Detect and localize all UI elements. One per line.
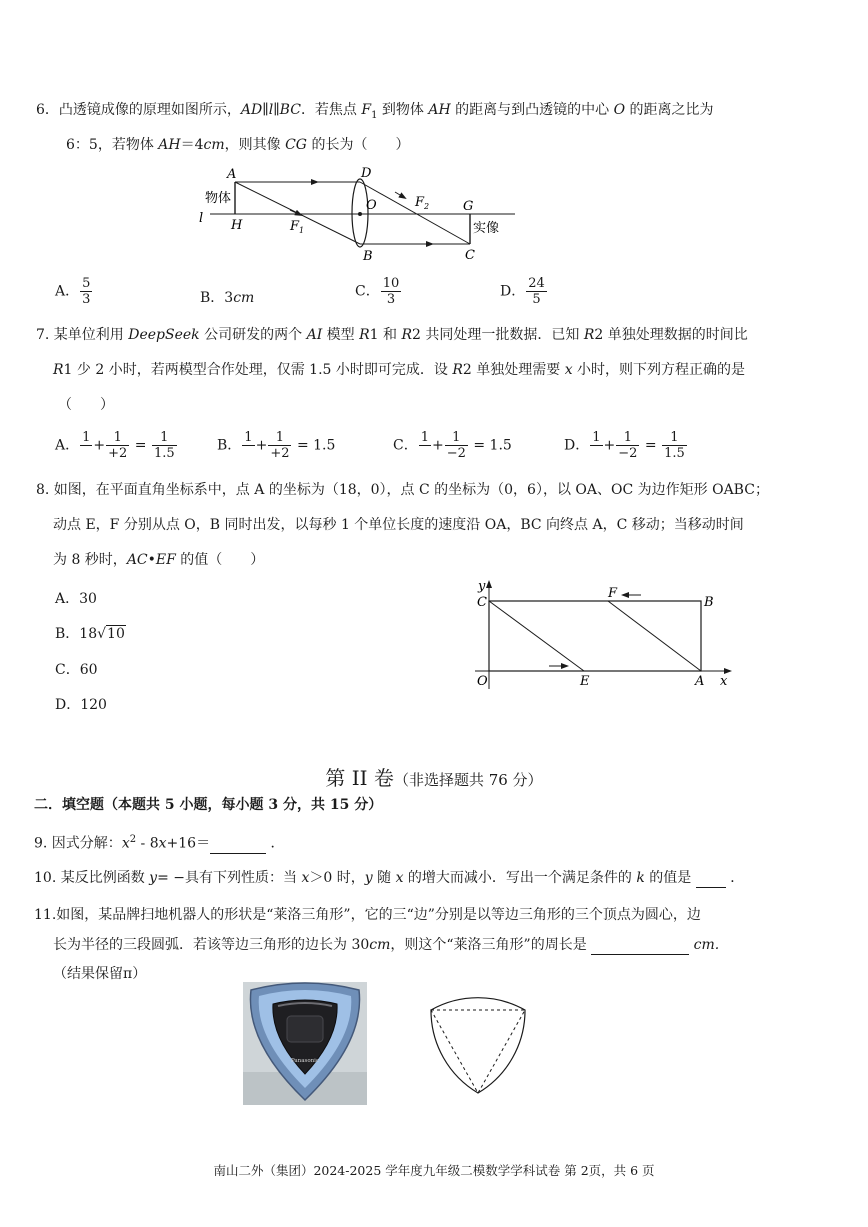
q9: 9. 因式分解：$x^2 - 8x+16=$ ． [34,834,285,852]
reuleaux-arcs [431,998,525,1093]
label-D: D [361,166,372,181]
q7-option-d[interactable]: D． 1 + $\frac{1}{-2}$ = $\frac{1}{1.5}$ [564,430,685,461]
q8-line3: 为 8 秒时，AC•EF 的值（ ） [53,552,265,568]
label-x: x [720,674,728,689]
robot-vacuum-image [243,982,367,1105]
lens-diagram [195,162,525,267]
q9-answer-blank[interactable] [210,839,266,854]
q7-line2: R1 少 2 小时，若两模型合作处理，仅需 1.5 小时即可完成．设 R2 单独处理需要 x 小时，则下列方程正确的是 [53,362,746,378]
label-O: O [477,674,488,689]
q7-option-c[interactable]: C． 1 + $\frac{1}{-2}$ = 1.5 [393,430,512,461]
q6-option-d[interactable]: D． $\frac{24}{5}$ [500,276,545,307]
label-H: H [231,218,243,233]
equilateral-triangle [431,1010,525,1093]
q8-line1: 8. 如图，在平面直角坐标系中，点 A 的坐标为（18，0），点 C 的坐标为（0，6），以 OA、OC 为边作矩形 OABC； [36,482,769,498]
label-F1: $F_1$ [290,219,305,235]
q8-option-d[interactable]: D．120 [55,697,107,713]
q7-line3: （ ） [58,397,114,413]
label-C: C [477,595,487,610]
q10-answer-blank[interactable] [696,873,726,888]
robot-brand-logo: Panasonic [290,1058,320,1064]
label-F2: $F_2$ [415,195,430,211]
q10: 10. 某反比例函数 y= −具有下列性质：当 x＞0 时，y 随 x 的增大而减小．写出一个满足条件的 k 的值是 ． [34,870,745,886]
label-E: E [580,674,590,689]
page-footer: 南山二外（集团）2024-2025 学年度九年级二模数学学科试卷 第 2页，共 6 页 [213,1163,655,1178]
label-y: y [478,579,486,594]
coordinate-rectangle-diagram [465,574,745,694]
q11-line1: 11.如图，某品牌扫地机器人的形状是“莱洛三角形”，它的三“边”分别是以等边三角形的三个顶点为圆心，边 [34,907,701,923]
q6-option-b[interactable]: B．3cm [200,290,255,306]
section-heading: 二．填空题（本题共 5 小题，每小题 3 分，共 15 分） [34,797,383,813]
label-B: B [363,249,373,264]
reuleaux-triangle-diagram [423,990,533,1102]
q6-line1: 6．凸透镜成像的原理如图所示，AD∥l∥BC．若焦点 $F_1$ 到物体 AH 的距离与到凸透镜的中心 O 的距离之比为 [36,102,714,121]
section-title: 第 II 卷（非选择题共 76 分） [325,766,543,790]
q6-option-a[interactable]: A． $\frac{5}{3}$ [55,276,91,307]
label-F: F [608,586,618,601]
label-C: C [465,248,475,263]
rectangle-oabc [489,601,701,671]
label-object: 物体 [205,191,232,206]
q11-line2: 长为半径的三段圆弧．若该等边三角形的边长为 30cm，则这个“莱洛三角形”的周长是 cm. [53,937,720,953]
q11-answer-blank[interactable] [591,940,689,955]
q8-option-b[interactable]: B．18√10 [55,626,125,642]
ray-dc [360,182,470,244]
q6-line2: 6：5，若物体 AH＝4cm，则其像 CG 的长为（ ） [66,137,410,153]
label-l: l [199,211,204,226]
q11-line3: （结果保留π） [53,966,147,982]
label-B: B [704,595,714,610]
label-G: G [463,199,474,214]
q6-option-c[interactable]: C． $\frac{10}{3}$ [355,276,400,307]
q8-line2: 动点 E，F 分别从点 O，B 同时出发，以每秒 1 个单位长度的速度沿 OA，BC 向终点 A，C 移动；当移动时间 [53,517,744,533]
segment-ce [489,601,584,671]
label-O: O [366,198,377,213]
segment-fa [608,601,701,671]
q8-option-a[interactable]: A．30 [55,591,97,607]
label-image: 实像 [473,221,500,236]
q7-option-b[interactable]: B． 1 + $\frac{1}{+2}$ = 1.5 [217,430,336,461]
q7-line1: 7. 某单位利用 DeepSeek 公司研发的两个 AI 模型 R1 和 R2 共同处理一批数据．已知 R2 单独处理数据的时间比 [36,327,748,343]
q7-option-a[interactable]: A． 1 + $\frac{1}{+2}$ = $\frac{1}{1.5}$ [55,430,175,461]
label-A: A [695,674,705,689]
q8-option-c[interactable]: C．60 [55,662,98,678]
label-A: A [227,167,237,182]
